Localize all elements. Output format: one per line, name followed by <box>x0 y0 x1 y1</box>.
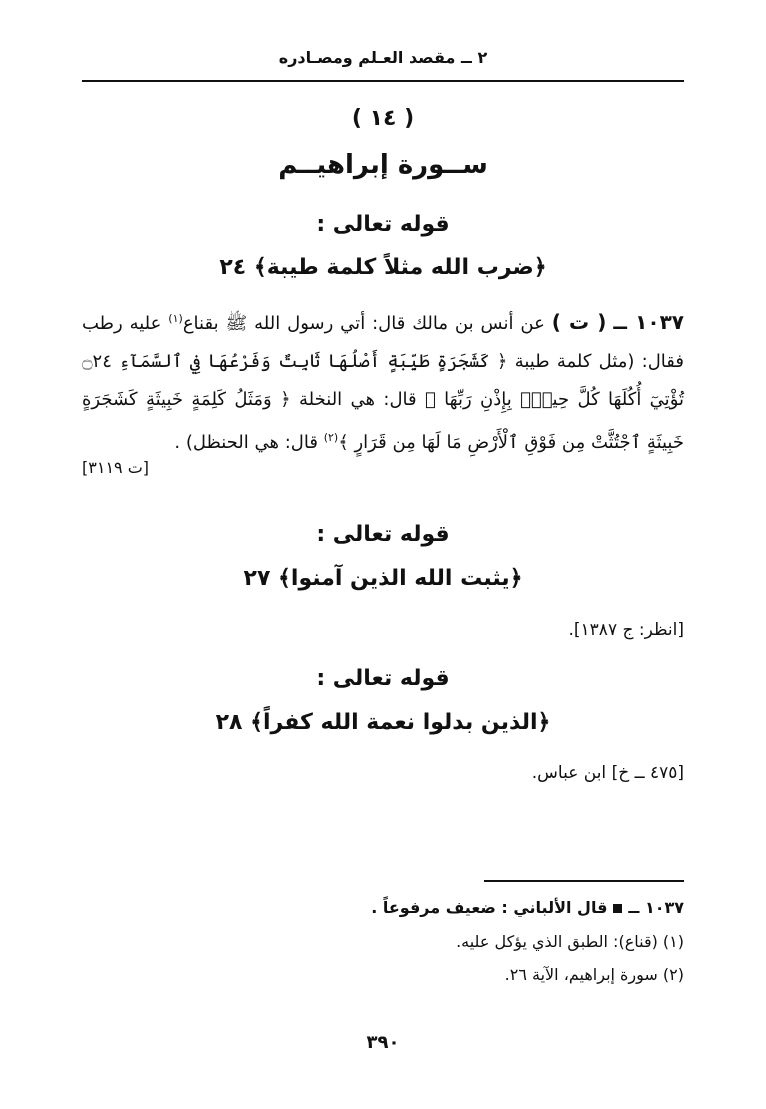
square-icon <box>613 904 622 913</box>
verse-title-2: ﴿يثبت الله الذين آمنوا﴾ ٢٧ <box>243 566 523 591</box>
grading-number: ١٠٣٧ ــ <box>628 898 684 917</box>
hadith-text-2: عليه رطب فقال: (مثل كلمة طيبة <box>82 313 684 372</box>
section-heading-3: قوله تعالى : <box>316 666 450 691</box>
footnote-1: (١) (قناع): الطبق الذي يؤكل عليه. <box>456 932 684 951</box>
footnote-2: (٢) سورة إبراهيم، الآية ٢٦. <box>504 965 684 984</box>
footnote-rule <box>484 880 684 882</box>
quran-quote-1: ﴿ كَشَجَرَةٍ طَيِّبَةٍ أَصْلُهَا ثَابِتٌ وَفَرْعُهَا فِي ٱلسَّمَآءِ ۝٢٤ تُؤْتِيٓ أُكُلَهَا كُلَّ حِينٍۭ بِإِذْنِ رَبِّهَا ﴾ <box>82 351 684 410</box>
header-rule <box>82 80 684 82</box>
cross-reference-2-ref: [٤٧٥ ــ خ] <box>611 763 684 783</box>
hadith-reference: [ت ٣١١٩] <box>82 458 150 477</box>
hadith-text-4: قال: هي الحنظل) . <box>174 432 318 453</box>
hadith-text-1: عن أنس بن مالك قال: أتي رسول الله ﷺ بقناع <box>182 313 545 334</box>
grading-note <box>371 898 684 917</box>
verse-title-1: ﴿ضرب الله مثلاً كلمة طيبة﴾ ٢٤ <box>219 255 547 280</box>
hadith-source: ( ت ) <box>551 310 607 334</box>
cross-reference-1: [انظر: ج ١٣٨٧]. <box>568 620 684 640</box>
surah-number: ( ١٤ ) <box>351 106 415 131</box>
hadith-text-3: قال: هي النخلة <box>290 389 417 410</box>
verse-title-3: ﴿الذين بدلوا نعمة الله كفراً﴾ ٢٨ <box>215 710 551 735</box>
page-number: ٣٩٠ <box>366 1032 400 1053</box>
cross-reference-2 <box>532 763 684 783</box>
grading-text: قال الألباني : ضعيف مرفوعاً . <box>371 898 608 917</box>
section-heading-2: قوله تعالى : <box>316 522 450 547</box>
footnote-marker-1: (١) <box>168 312 183 325</box>
footnote-marker-2: (٢) <box>323 431 339 444</box>
section-heading-1: قوله تعالى : <box>316 212 450 237</box>
cross-reference-2-text: ابن عباس. <box>531 763 607 783</box>
hadith-number: ١٠٣٧ ــ <box>613 310 684 334</box>
hadith-body <box>82 300 684 462</box>
surah-title: ســورة إبراهيــم <box>278 150 488 180</box>
quran-quote-2: ﴿ وَمَثَلُ كَلِمَةٍ خَبِيثَةٍ كَشَجَرَةٍ خَبِيثَةٍ ٱجْتُثَّتْ مِن فَوْقِ ٱلْأَرْضِ مَا لَهَا مِن قَرَارٍ ﴾ <box>82 389 684 453</box>
running-header: ٢ ــ مقصد العـلم ومصـادره <box>278 48 488 67</box>
